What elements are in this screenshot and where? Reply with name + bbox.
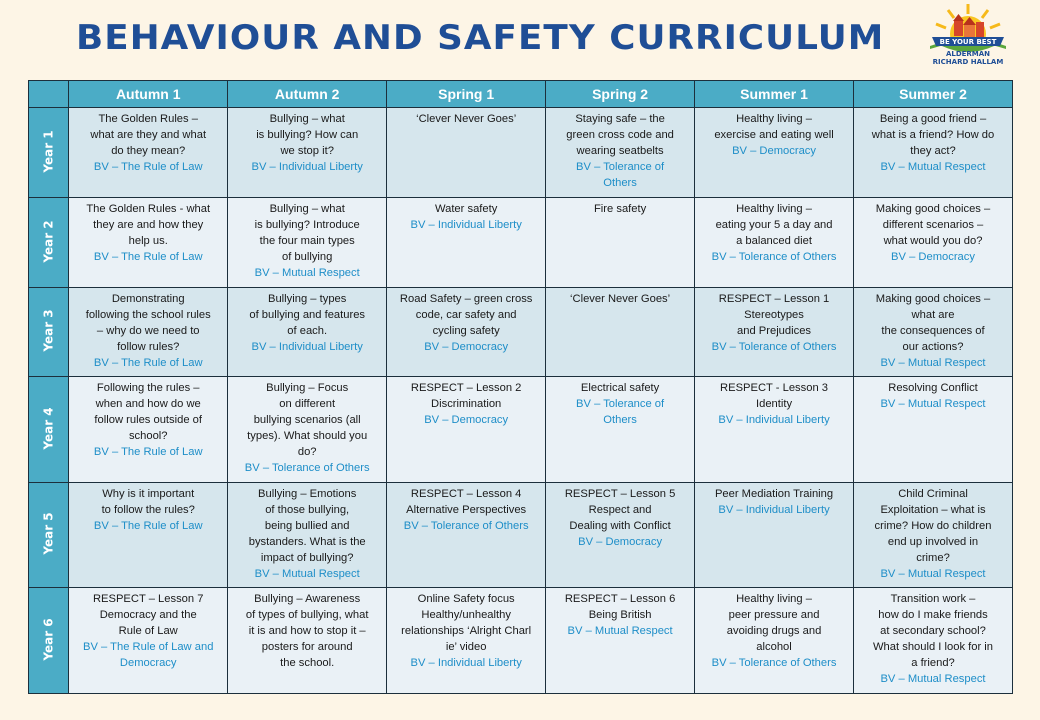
british-value-text: BV – Mutual Respect bbox=[880, 673, 986, 685]
british-value-text: BV – Individual Liberty bbox=[410, 219, 522, 231]
column-header: Summer 2 bbox=[854, 81, 1013, 108]
british-value-text: BV – Mutual Respect bbox=[254, 267, 360, 279]
curriculum-cell bbox=[546, 108, 695, 198]
year-header bbox=[29, 377, 69, 483]
curriculum-cell bbox=[69, 198, 228, 288]
topic-text: RESPECT – Lesson 1 Stereotypes and Prejudices bbox=[718, 293, 830, 337]
british-value-text: BV – The Rule of Law bbox=[93, 251, 203, 263]
curriculum-cell bbox=[695, 377, 854, 483]
year-label: Year 1 bbox=[41, 129, 56, 173]
curriculum-cell bbox=[228, 108, 387, 198]
curriculum-cell bbox=[854, 108, 1013, 198]
british-value-text: BV – Individual Liberty bbox=[251, 341, 363, 353]
curriculum-cell bbox=[695, 288, 854, 377]
topic-text: Peer Mediation Training bbox=[714, 488, 834, 500]
curriculum-cell bbox=[387, 483, 546, 588]
school-logo bbox=[924, 2, 1012, 76]
curriculum-cell bbox=[228, 198, 387, 288]
topic-text: ‘Clever Never Goes’ bbox=[570, 293, 671, 305]
curriculum-cell bbox=[546, 288, 695, 377]
topic-text: Online Safety focus Healthy/unhealthy relationships ‘Alright Charl ie’ video bbox=[401, 593, 532, 653]
year-label: Year 4 bbox=[41, 406, 56, 450]
year-label: Year 3 bbox=[41, 309, 56, 352]
curriculum-cell bbox=[854, 377, 1013, 483]
topic-text: Healthy living – exercise and eating well bbox=[714, 113, 834, 141]
british-value-text: BV – The Rule of Law bbox=[93, 357, 203, 369]
table-row bbox=[29, 588, 1013, 694]
topic-text: Why is it important to follow the rules? bbox=[101, 488, 195, 516]
topic-text: Demonstrating following the school rules – why do we need to follow rules? bbox=[85, 293, 211, 353]
curriculum-cell bbox=[69, 288, 228, 377]
topic-text: Healthy living – eating your 5 a day and a balanced diet bbox=[715, 203, 833, 247]
year-header bbox=[29, 108, 69, 198]
curriculum-cell bbox=[546, 377, 695, 483]
year-label: Year 5 bbox=[41, 512, 56, 555]
corner-cell bbox=[29, 81, 69, 108]
curriculum-cell bbox=[546, 483, 695, 588]
column-header: Summer 1 bbox=[695, 81, 854, 108]
curriculum-cell bbox=[228, 588, 387, 694]
british-value-text: BV – Tolerance of Others bbox=[244, 462, 370, 474]
year-label: Year 2 bbox=[41, 219, 56, 263]
topic-text: ‘Clever Never Goes’ bbox=[416, 113, 517, 125]
table-row bbox=[29, 198, 1013, 288]
topic-text: Bullying – Emotions of those bullying, being bullied and bystanders. What is the impact of bullying? bbox=[248, 488, 366, 564]
curriculum-cell bbox=[69, 108, 228, 198]
topic-text: RESPECT – Lesson 6 Being British bbox=[564, 593, 676, 621]
topic-text: Being a good friend – what is a friend? How do they act? bbox=[871, 113, 995, 157]
curriculum-cell bbox=[387, 377, 546, 483]
british-value-text: BV – Mutual Respect bbox=[880, 568, 986, 580]
british-value-text: BV – Democracy bbox=[578, 536, 663, 548]
curriculum-cell bbox=[854, 288, 1013, 377]
curriculum-cell bbox=[546, 588, 695, 694]
curriculum-cell bbox=[854, 198, 1013, 288]
british-value-text: BV – Tolerance of Others bbox=[576, 161, 665, 189]
british-value-text: BV – Democracy bbox=[424, 414, 509, 426]
topic-text: Electrical safety bbox=[580, 382, 660, 394]
british-value-text: BV – Mutual Respect bbox=[567, 625, 673, 637]
topic-text: Resolving Conflict bbox=[888, 382, 978, 394]
topic-text: RESPECT – Lesson 4 Alternative Perspectives bbox=[406, 488, 527, 516]
british-value-text: BV – Tolerance of Others bbox=[403, 520, 529, 532]
table-row bbox=[29, 483, 1013, 588]
curriculum-table bbox=[28, 80, 1013, 694]
year-header bbox=[29, 288, 69, 377]
british-value-text: BV – Individual Liberty bbox=[718, 414, 830, 426]
logo-school-name: ALDERMAN RICHARD HALLAM bbox=[932, 50, 1004, 66]
british-value-text: BV – Democracy bbox=[424, 341, 509, 353]
curriculum-cell bbox=[854, 588, 1013, 694]
year-label: Year 6 bbox=[41, 617, 56, 661]
curriculum-cell bbox=[387, 288, 546, 377]
british-value-text: BV – The Rule of Law bbox=[93, 161, 203, 173]
topic-text: Healthy living – peer pressure and avoiding drugs and alcohol bbox=[726, 593, 822, 653]
topic-text: Fire safety bbox=[593, 203, 647, 215]
topic-text: RESPECT – Lesson 7 Democracy and the Rule of Law bbox=[92, 593, 204, 637]
british-value-text: BV – Individual Liberty bbox=[410, 657, 522, 669]
curriculum-cell bbox=[695, 588, 854, 694]
topic-text: Water safety bbox=[434, 203, 498, 215]
topic-text: Making good choices – different scenarios – what would you do? bbox=[875, 203, 991, 247]
british-value-text: BV – Tolerance of Others bbox=[711, 341, 837, 353]
table-row bbox=[29, 288, 1013, 377]
topic-text: Bullying – Awareness of types of bullying, what it is and how to stop it – posters for around the school. bbox=[245, 593, 369, 669]
curriculum-cell bbox=[69, 588, 228, 694]
british-value-text: BV – Mutual Respect bbox=[880, 161, 986, 173]
topic-text: Following the rules – when and how do we follow rules outside of school? bbox=[94, 382, 203, 442]
page-title: BEHAVIOUR AND SAFETY CURRICULUM bbox=[76, 18, 885, 58]
year-header bbox=[29, 198, 69, 288]
british-value-text: BV – Tolerance of Others bbox=[576, 398, 665, 426]
header-row bbox=[29, 81, 1013, 108]
topic-text: Staying safe – the green cross code and wearing seatbelts bbox=[566, 113, 674, 157]
curriculum-cell bbox=[854, 483, 1013, 588]
curriculum-cell bbox=[228, 288, 387, 377]
logo-motto: BE YOUR BEST bbox=[939, 38, 997, 46]
column-header: Spring 1 bbox=[387, 81, 546, 108]
topic-text: RESPECT – Lesson 2 Discrimination bbox=[410, 382, 522, 410]
topic-text: RESPECT – Lesson 5 Respect and Dealing with Conflict bbox=[564, 488, 676, 532]
british-value-text: BV – The Rule of Law and Democracy bbox=[83, 641, 214, 669]
year-header bbox=[29, 483, 69, 588]
column-header: Spring 2 bbox=[546, 81, 695, 108]
curriculum-cell bbox=[387, 588, 546, 694]
year-header bbox=[29, 588, 69, 694]
curriculum-cell bbox=[69, 377, 228, 483]
topic-text: Bullying – Focus on different bullying scenarios (all types). What should you do? bbox=[247, 382, 368, 458]
topic-text: Bullying – what is bullying? Introduce the four main types of bullying bbox=[254, 203, 360, 263]
curriculum-cell bbox=[387, 108, 546, 198]
british-value-text: BV – Mutual Respect bbox=[880, 398, 986, 410]
curriculum-cell bbox=[695, 483, 854, 588]
topic-text: The Golden Rules - what they are and how they help us. bbox=[86, 203, 211, 247]
british-value-text: BV – Democracy bbox=[732, 145, 816, 157]
topic-text: Road Safety – green cross code, car safety and cycling safety bbox=[399, 293, 533, 337]
british-value-text: BV – Tolerance of Others bbox=[711, 251, 837, 263]
british-value-text: BV – Democracy bbox=[891, 251, 975, 263]
curriculum-cell bbox=[695, 108, 854, 198]
table-row bbox=[29, 108, 1013, 198]
topic-text: Transition work – how do I make friends at secondary school? What should I look for in a friend? bbox=[873, 593, 994, 669]
topic-text: Making good choices – what are the consequences of our actions? bbox=[875, 293, 991, 353]
topic-text: The Golden Rules – what are they and what do they mean? bbox=[90, 113, 207, 157]
topic-text: Bullying – types of bullying and features of each. bbox=[249, 293, 366, 337]
curriculum-cell bbox=[695, 198, 854, 288]
topic-text: Child Criminal Exploitation – what is crime? How do children end up involved in crime? bbox=[874, 488, 992, 564]
british-value-text: BV – The Rule of Law bbox=[93, 446, 203, 458]
topic-text: RESPECT - Lesson 3 Identity bbox=[720, 382, 829, 410]
british-value-text: BV – Mutual Respect bbox=[880, 357, 986, 369]
british-value-text: BV – Individual Liberty bbox=[718, 504, 830, 516]
british-value-text: BV – Tolerance of Others bbox=[711, 657, 837, 669]
curriculum-cell bbox=[228, 377, 387, 483]
curriculum-cell bbox=[228, 483, 387, 588]
curriculum-cell bbox=[69, 483, 228, 588]
table-row bbox=[29, 377, 1013, 483]
column-header: Autumn 1 bbox=[69, 81, 228, 108]
british-value-text: BV – Individual Liberty bbox=[251, 161, 363, 173]
curriculum-cell bbox=[546, 198, 695, 288]
column-header: Autumn 2 bbox=[228, 81, 387, 108]
british-value-text: BV – Mutual Respect bbox=[254, 568, 360, 580]
topic-text: Bullying – what is bullying? How can we stop it? bbox=[256, 113, 359, 157]
curriculum-cell bbox=[387, 198, 546, 288]
british-value-text: BV – The Rule of Law bbox=[93, 520, 203, 532]
